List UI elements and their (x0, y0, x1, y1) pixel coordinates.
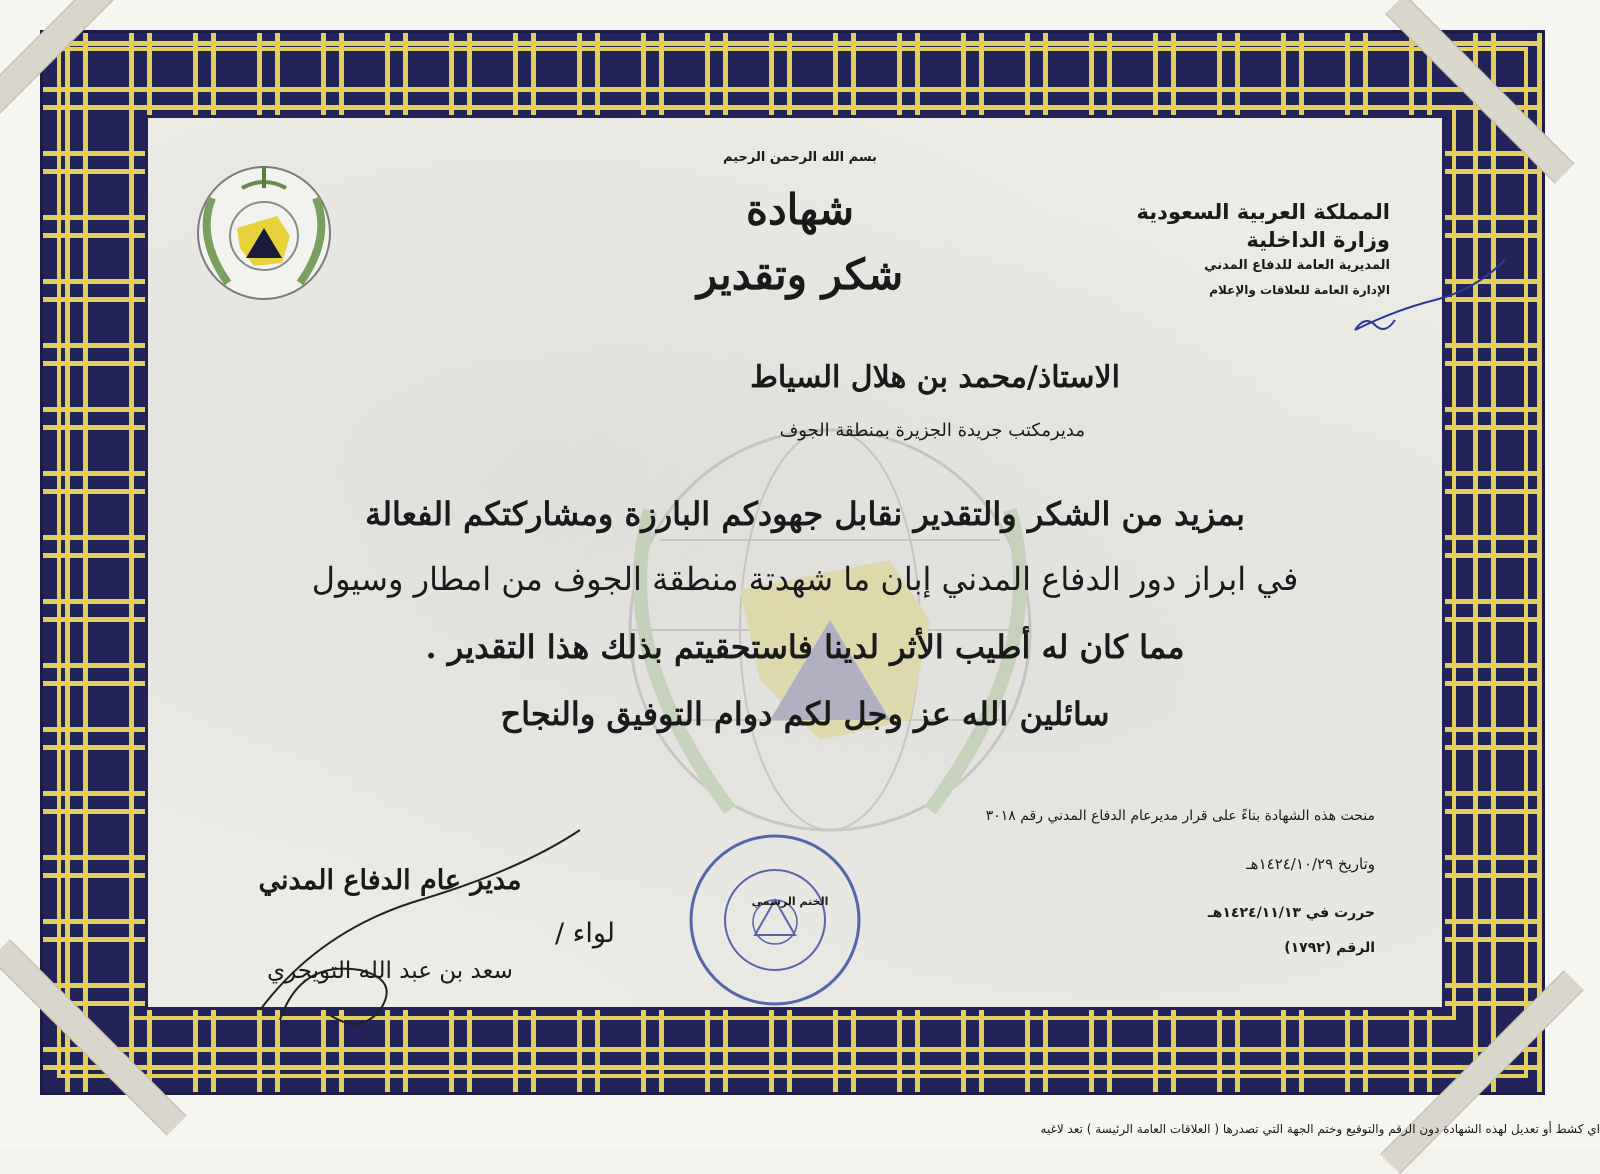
org-directorate: المديرية العامة للدفاع المدني (1204, 258, 1390, 273)
certificate-title: شهادة (745, 185, 855, 234)
body-line-4: سائلين الله عز وجل لكم دوام التوفيق والنجاح (500, 695, 1110, 733)
official-stamp-icon (685, 830, 865, 1010)
stamp-label: الختم الرسمي (751, 895, 829, 908)
reference-number: الرقم (١٧٩٢) (1284, 940, 1375, 956)
signatory-name: سعد بن عبد الله التويجري (267, 958, 513, 984)
bismillah: بسم الله الرحمن الرحيم (723, 150, 877, 165)
org-department: الإدارة العامة للعلاقات والإعلام (1209, 283, 1390, 297)
signatory-title: مدير عام الدفاع المدني (258, 865, 522, 896)
body-line-1: بمزيد من الشكر والتقدير نقابل جهودكم البارزة ومشاركتكم الفعالة (365, 495, 1245, 533)
org-ministry: وزارة الداخلية (1246, 228, 1390, 252)
written-date: حررت في ١٤٢٤/١١/١٣هـ (1207, 905, 1375, 921)
recipient-position: مديرمكتب جريدة الجزيرة بمنطقة الجوف (779, 420, 1085, 441)
body-line-2: في ابراز دور الدفاع المدني إبان ما شهدتة منطقة الجوف من امطار وسيول (311, 560, 1299, 598)
org-country: المملكة العربية السعودية (1136, 200, 1390, 224)
footer-notice: اي كشط أو تعديل لهذه الشهادة دون الرقم والتوقيع وختم الجهة التي تصدرها ( العلاقات العامة الرئيسة ) تعد لاغيه (1040, 1122, 1600, 1136)
civil-defense-emblem-icon (182, 158, 347, 303)
recipient-name: الاستاذ/محمد بن هلال السياط (750, 360, 1120, 395)
certificate-subtitle: شكر وتقدير (696, 250, 904, 299)
signatory-rank: لواء / (554, 918, 616, 949)
body-line-3: مما كان له أطيب الأثر لدينا فاستحقيتم بذلك هذا التقدير . (425, 628, 1185, 666)
decision-date: وتاريخ ١٤٢٤/١٠/٢٩هـ (1246, 855, 1375, 873)
decision-text: منحت هذه الشهادة بناءً على قرار مديرعام الدفاع المدني رقم ٣٠١٨ (985, 808, 1375, 824)
